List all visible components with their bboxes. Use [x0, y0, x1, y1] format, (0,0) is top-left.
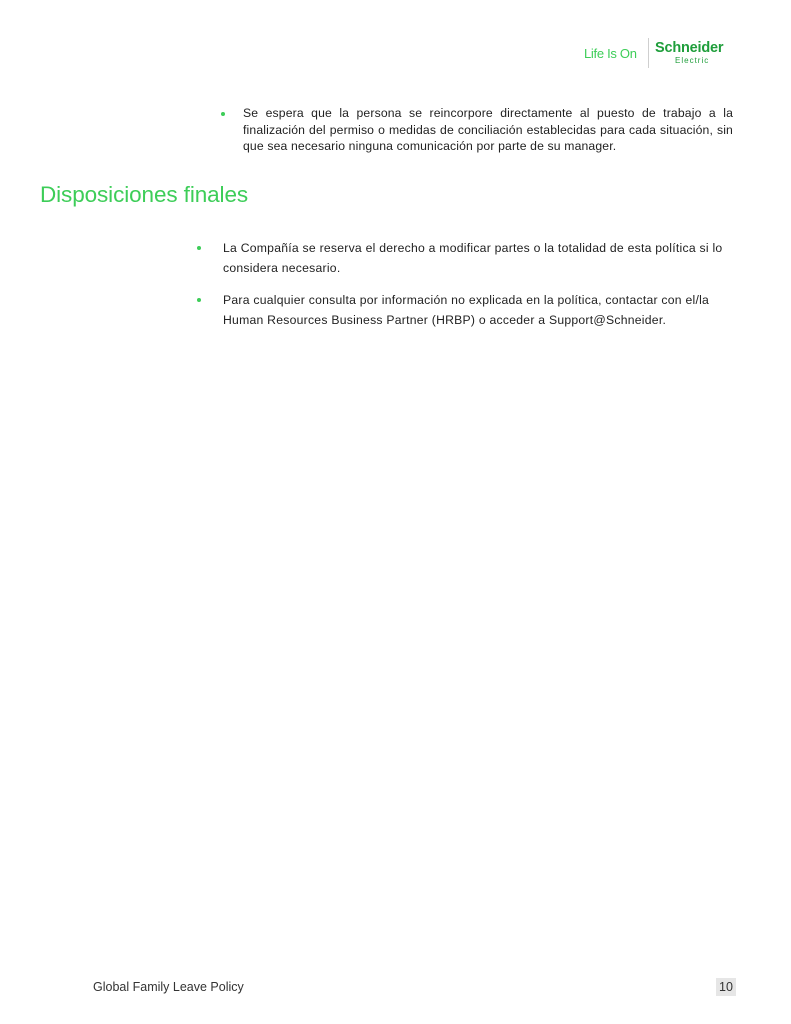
footer-document-title: Global Family Leave Policy — [93, 980, 244, 994]
life-is-on-tagline: Life Is On — [584, 45, 637, 61]
bullet-text: La Compañía se reserva el derecho a modificar partes o la totalidad de esta política si lo considera necesario. — [223, 241, 723, 275]
page-number: 10 — [716, 978, 736, 996]
brand-sub: Electric — [675, 55, 710, 65]
company-logo — [584, 36, 736, 70]
list-item — [223, 290, 732, 330]
list-item — [223, 238, 732, 278]
list-item — [243, 105, 733, 155]
bullet-icon — [197, 246, 201, 250]
bullet-icon — [221, 112, 225, 116]
section-heading: Disposiciones finales — [40, 182, 249, 207]
logo-divider — [648, 38, 649, 68]
bullet-text: Se espera que la persona se reincorpore directamente al puesto de trabajo a la finalización del permiso o medidas de conciliación establecidas para cada situación, sin que sea necesario ninguna comunicación por parte de su manager. — [243, 106, 733, 153]
brand-name: Schneider — [655, 40, 724, 57]
bullet-text: Para cualquier consulta por información no explicada en la política, contactar con el/la Human Resources Business Partner (HRBP) o acceder a Support@Schneider. — [223, 293, 710, 327]
intro-bullet-list — [243, 105, 733, 155]
bullet-icon — [197, 298, 201, 302]
schneider-electric-wordmark — [655, 41, 723, 65]
final-provisions-list — [223, 238, 732, 342]
